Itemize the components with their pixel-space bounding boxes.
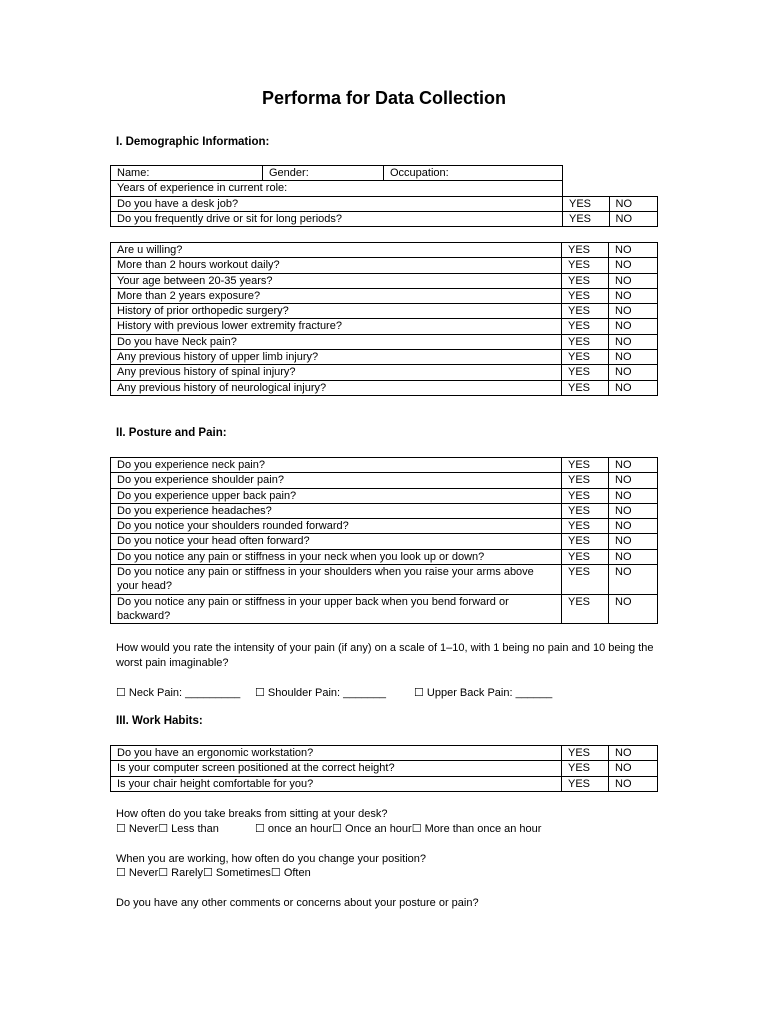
section-heading-posture: II. Posture and Pain: [116, 427, 227, 439]
table-row [111, 746, 658, 761]
yes-option[interactable]: YES [562, 565, 609, 595]
table-question: Do you frequently drive or sit for long periods? [111, 211, 563, 226]
table-question: Do you have Neck pain? [111, 334, 562, 349]
no-option[interactable]: NO [609, 534, 658, 549]
posture-table [110, 457, 658, 624]
no-option[interactable]: NO [609, 380, 658, 395]
no-option[interactable]: NO [609, 594, 658, 624]
table-row [111, 549, 658, 564]
yes-option[interactable]: YES [562, 319, 609, 334]
table-question: More than 2 hours workout daily? [111, 258, 562, 273]
demographic-table [110, 165, 658, 227]
table-question: History with previous lower extremity fracture? [111, 319, 562, 334]
table-row [111, 761, 658, 776]
no-option[interactable]: NO [609, 258, 658, 273]
yes-option[interactable]: YES [562, 534, 609, 549]
no-option[interactable]: NO [609, 565, 658, 595]
yes-option[interactable]: YES [562, 761, 609, 776]
eligibility-table [110, 242, 658, 396]
section-heading-work: III. Work Habits: [116, 715, 203, 727]
breaks-question: How often do you take breaks from sitting at your desk? [116, 808, 388, 820]
yes-option[interactable]: YES [562, 473, 609, 488]
no-option[interactable]: NO [609, 350, 658, 365]
table-question: Do you have a desk job? [111, 196, 563, 211]
table-row [111, 288, 658, 303]
table-row [111, 380, 658, 395]
yes-option[interactable]: YES [562, 519, 609, 534]
table-row [111, 519, 658, 534]
table-row [111, 273, 658, 288]
table-question: Your age between 20-35 years? [111, 273, 562, 288]
no-option[interactable]: NO [609, 746, 658, 761]
table-row [111, 776, 658, 791]
no-option[interactable]: NO [609, 761, 658, 776]
table-row [111, 534, 658, 549]
pain-scale-question: How would you rate the intensity of your pain (if any) on a scale of 1–10, with 1 being no pain and 10 being the worst pain imaginable? [116, 642, 654, 669]
table-question: Any previous history of upper limb injury? [111, 350, 562, 365]
no-option[interactable]: NO [609, 288, 658, 303]
no-option[interactable]: NO [609, 549, 658, 564]
yes-option[interactable]: YES [562, 258, 609, 273]
yes-option[interactable]: YES [562, 549, 609, 564]
table-question: More than 2 years exposure? [111, 288, 562, 303]
empty-cell [609, 181, 657, 196]
table-question: Are u willing? [111, 243, 562, 258]
work-table [110, 745, 658, 792]
upper-back-pain-checkbox[interactable]: ☐ Upper Back Pain: ______ [414, 687, 553, 699]
no-option[interactable]: NO [609, 304, 658, 319]
table-question: Do you notice your shoulders rounded forward? [111, 519, 562, 534]
table-question: Do you experience upper back pain? [111, 488, 562, 503]
position-question: When you are working, how often do you change your position? [116, 853, 427, 865]
table-row [111, 503, 658, 518]
table-question: Do you notice any pain or stiffness in your neck when you look up or down? [111, 549, 562, 564]
breaks-options-b[interactable]: ☐ once an hour☐ Once an hour☐ More than once an hour [255, 823, 542, 835]
empty-cell [563, 181, 610, 196]
yes-option[interactable]: YES [562, 334, 609, 349]
table-question: History of prior orthopedic surgery? [111, 304, 562, 319]
no-option[interactable]: NO [609, 211, 657, 226]
table-question: Do you notice any pain or stiffness in your upper back when you bend forward or backward? [111, 594, 562, 624]
yes-option[interactable]: YES [562, 776, 609, 791]
yes-option[interactable]: YES [563, 196, 610, 211]
yes-option[interactable]: YES [562, 350, 609, 365]
yes-option[interactable]: YES [562, 503, 609, 518]
no-option[interactable]: NO [609, 458, 658, 473]
yes-option[interactable]: YES [562, 458, 609, 473]
empty-cell [609, 166, 657, 181]
no-option[interactable]: NO [609, 334, 658, 349]
shoulder-pain-checkbox[interactable]: ☐ Shoulder Pain: _______ [255, 687, 386, 699]
years-field[interactable]: Years of experience in current role: [111, 181, 563, 196]
table-question: Any previous history of neurological injury? [111, 380, 562, 395]
no-option[interactable]: NO [609, 488, 658, 503]
no-option[interactable]: NO [609, 473, 658, 488]
table-question: Do you notice your head often forward? [111, 534, 562, 549]
position-options[interactable]: ☐ Never☐ Rarely☐ Sometimes☐ Often [116, 867, 311, 879]
neck-pain-checkbox[interactable]: ☐ Neck Pain: _________ [116, 687, 241, 699]
table-row [111, 258, 658, 273]
comments-question: Do you have any other comments or concerns about your posture or pain? [116, 897, 479, 909]
yes-option[interactable]: YES [562, 380, 609, 395]
yes-option[interactable]: YES [562, 594, 609, 624]
yes-option[interactable]: YES [562, 365, 609, 380]
name-field[interactable]: Name: [111, 166, 263, 181]
yes-option[interactable]: YES [562, 273, 609, 288]
table-row [111, 304, 658, 319]
table-row [111, 334, 658, 349]
table-row [111, 488, 658, 503]
yes-option[interactable]: YES [562, 243, 609, 258]
page-title: Performa for Data Collection [261, 88, 507, 108]
table-question: Do you notice any pain or stiffness in your shoulders when you raise your arms above your head? [111, 565, 562, 595]
table-row [111, 243, 658, 258]
table-row [111, 473, 658, 488]
table-row [111, 594, 658, 624]
table-row [111, 350, 658, 365]
yes-option[interactable]: YES [563, 211, 610, 226]
table-question: Any previous history of spinal injury? [111, 365, 562, 380]
table-row [111, 365, 658, 380]
table-question: Is your computer screen positioned at the correct height? [111, 761, 562, 776]
table-question: Do you have an ergonomic workstation? [111, 746, 562, 761]
no-option[interactable]: NO [609, 365, 658, 380]
no-option[interactable]: NO [609, 243, 658, 258]
breaks-options-a[interactable]: ☐ Never☐ Less than [116, 823, 219, 835]
occupation-field[interactable]: Occupation: [384, 166, 563, 181]
yes-option[interactable]: YES [562, 746, 609, 761]
table-row [111, 458, 658, 473]
no-option[interactable]: NO [609, 196, 657, 211]
empty-cell [563, 166, 610, 181]
table-row [111, 565, 658, 595]
table-question: Do you experience headaches? [111, 503, 562, 518]
yes-option[interactable]: YES [562, 304, 609, 319]
yes-option[interactable]: YES [562, 288, 609, 303]
gender-field[interactable]: Gender: [263, 166, 384, 181]
section-heading-demographic: I. Demographic Information: [116, 136, 270, 148]
table-question: Do you experience neck pain? [111, 458, 562, 473]
table-row [111, 319, 658, 334]
table-question: Is your chair height comfortable for you? [111, 776, 562, 791]
no-option[interactable]: NO [609, 273, 658, 288]
no-option[interactable]: NO [609, 776, 658, 791]
no-option[interactable]: NO [609, 519, 658, 534]
no-option[interactable]: NO [609, 319, 658, 334]
no-option[interactable]: NO [609, 503, 658, 518]
table-question: Do you experience shoulder pain? [111, 473, 562, 488]
yes-option[interactable]: YES [562, 488, 609, 503]
